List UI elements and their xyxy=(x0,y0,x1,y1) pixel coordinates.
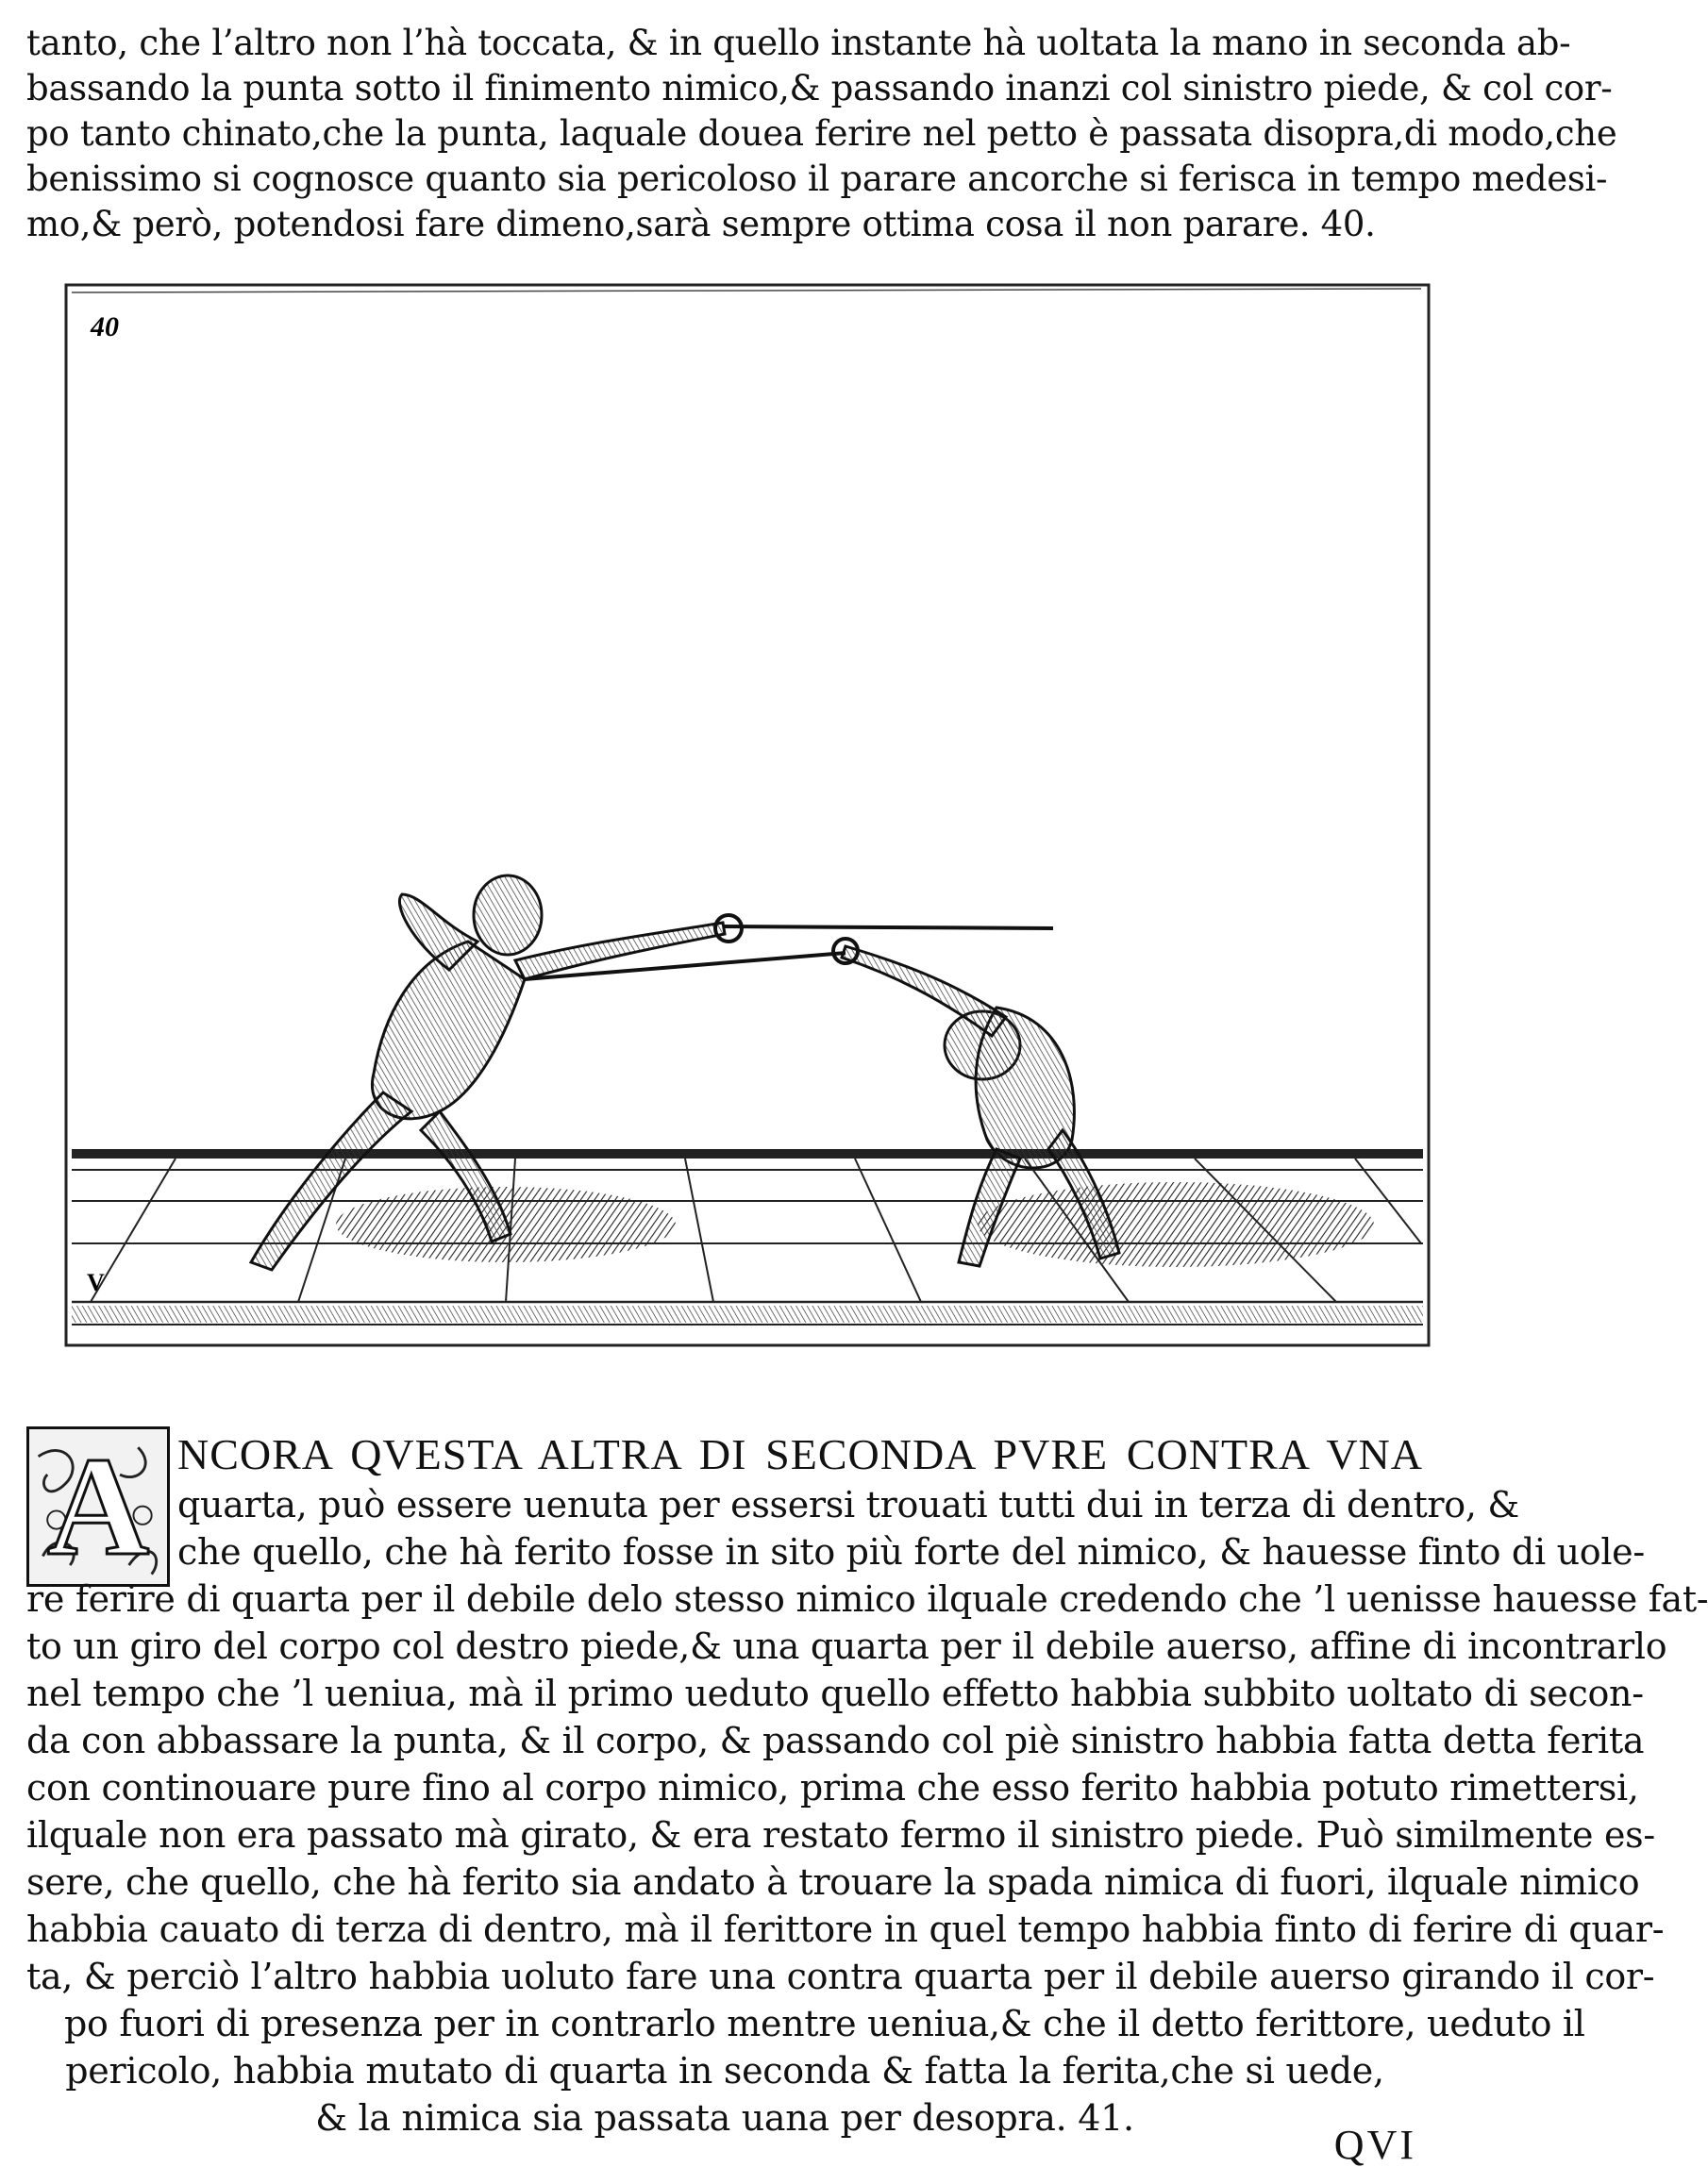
plate-number: 40 xyxy=(91,311,119,342)
engraving-plate xyxy=(62,281,1432,1349)
top-paragraph xyxy=(26,21,1617,247)
text-line: po tanto chinato,che la punta, laquale douea ferire nel petto è passata disopra,di modo,che xyxy=(26,113,1617,154)
text-line: benissimo si cognosce quanto sia pericoloso il parare ancorche si ferisca in tempo medesi- xyxy=(26,158,1608,199)
closing-line: pericolo, habbia mutato di quarta in seconda & fatta la ferita,che si uede, xyxy=(65,2050,1384,2092)
text-line: re ferire di quarta per il debile delo stesso nimico ilquale credendo che ’l uenisse hauesse fat- xyxy=(26,1578,1708,1620)
drop-cap-letter: A xyxy=(46,1428,150,1585)
text-line: ilquale non era passato mà girato, & era restato fermo il sinistro piede. Può similmente es- xyxy=(26,1814,1655,1856)
lower-paragraph xyxy=(26,1428,1708,2142)
catchword: QVI xyxy=(1333,2122,1416,2168)
text-line: habbia cauato di terza di dentro, mà il ferittore in quel tempo habbia finto di ferire di quar- xyxy=(26,1909,1665,1950)
closing-line: & la nimica sia passata uana per desopra. 41. xyxy=(315,2097,1134,2139)
text-line: quarta, può essere uenuta per essersi trouati tutti dui in terza di dentro, & xyxy=(177,1484,1519,1525)
shadow-right xyxy=(978,1182,1374,1267)
text-line: che quello, che hà ferito fosse in sito più forte del nimico, & hauesse finto di uole- xyxy=(177,1531,1645,1573)
text-line: nel tempo che ’l ueniua, mà il primo ueduto quello effetto habbia subbito uoltato di secon- xyxy=(26,1673,1644,1714)
text-line: to un giro del corpo col destro piede,& una quarta per il debile auerso, affine di incontrarlo xyxy=(26,1625,1667,1667)
text-line: sere, che quello, che hà ferito sia andato à trouare la spada nimica di fuori, ilquale nimico xyxy=(26,1861,1640,1903)
sword-left xyxy=(723,926,1053,928)
text-line: bassando la punta sotto il finimento nimico,& passando inanzi col sinistro piede, & col cor- xyxy=(26,68,1613,108)
text-line: ta, & perciò l’altro habbia uoluto fare una contra quarta per il debile auerso girando il cor- xyxy=(26,1956,1655,1997)
text-line-last: mo,& però, potendosi fare dimeno,sarà sempre ottima cosa il non parare. 40. xyxy=(26,204,1376,244)
engraver-monogram: V xyxy=(87,1269,105,1296)
text-line: po fuori di presenza per in contrarlo mentre ueniua,& che il detto ferittore, ueduto il xyxy=(64,2003,1585,2044)
text-line: con continouare pure fino al corpo nimico, prima che esso ferito habbia potuto rimettersi, xyxy=(26,1767,1639,1809)
text-line: tanto, che l’altro non l’hà toccata, & in quello instante hà uoltata la mano in seconda ab- xyxy=(26,23,1571,63)
fencing-engraving xyxy=(62,281,1432,1349)
text-line: da con abbassare la punta, & il corpo, & passando col piè sinistro habbia fatta detta ferita xyxy=(26,1720,1645,1761)
section-heading: NCORA QVESTA ALTRA DI SECONDA PVRE CONTRA VNA xyxy=(177,1430,1423,1478)
